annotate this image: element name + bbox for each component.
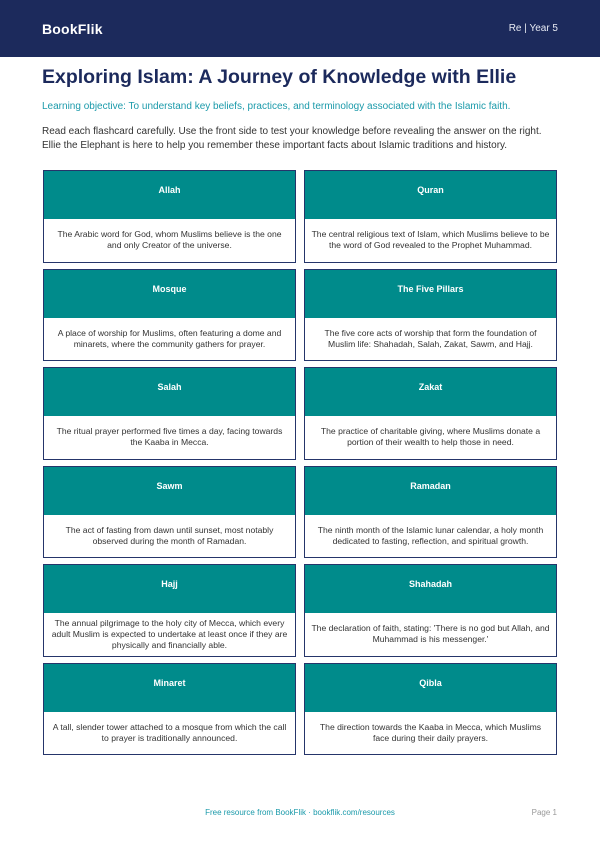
flashcard-definition: A tall, slender tower attached to a mosque from which the call to prayer is traditionally announced. xyxy=(44,712,295,755)
flashcard-definition: The act of fasting from dawn until sunset, most notably observed during the month of Ramadan. xyxy=(44,515,295,558)
page-header xyxy=(0,0,600,57)
flashcard xyxy=(304,564,557,657)
flashcard xyxy=(304,269,557,362)
flashcard-term: Allah xyxy=(44,171,295,219)
flashcard-term: Hajj xyxy=(44,565,295,613)
flashcard-term: The Five Pillars xyxy=(305,270,556,318)
flashcard xyxy=(43,663,296,756)
flashcard-term: Salah xyxy=(44,368,295,416)
flashcard xyxy=(43,564,296,657)
flashcard xyxy=(43,269,296,362)
flashcard-term: Quran xyxy=(305,171,556,219)
flashcard-definition: The direction towards the Kaaba in Mecca, which Muslims face during their daily prayers. xyxy=(305,712,556,755)
flashcard-definition: A place of worship for Muslims, often featuring a dome and minarets, where the community gathers for prayer. xyxy=(44,318,295,361)
flashcard-term: Minaret xyxy=(44,664,295,712)
flashcard xyxy=(304,170,557,263)
learning-objective: Learning objective: To understand key beliefs, practices, and terminology associated with the Islamic faith. xyxy=(42,101,511,112)
page-title: Exploring Islam: A Journey of Knowledge with Ellie xyxy=(42,66,517,88)
subject-year-label: Re | Year 5 xyxy=(508,23,558,34)
flashcard-definition: The five core acts of worship that form the foundation of Muslim life: Shahadah, Salah, Zakat, Sawm, and Hajj. xyxy=(305,318,556,361)
flashcard-term: Ramadan xyxy=(305,467,556,515)
flashcard-definition: The ninth month of the Islamic lunar calendar, a holy month dedicated to fasting, reflection, and spiritual growth. xyxy=(305,515,556,558)
flashcard-term: Qibla xyxy=(305,664,556,712)
page-number: Page 1 xyxy=(531,808,557,817)
flashcard-definition: The ritual prayer performed five times a day, facing towards the Kaaba in Mecca. xyxy=(44,416,295,459)
flashcard xyxy=(43,367,296,460)
flashcard xyxy=(304,663,557,756)
flashcard-term: Mosque xyxy=(44,270,295,318)
flashcard xyxy=(43,466,296,559)
flashcard-term: Shahadah xyxy=(305,565,556,613)
flashcard xyxy=(43,170,296,263)
flashcard-definition: The Arabic word for God, whom Muslims believe is the one and only Creator of the universe. xyxy=(44,219,295,262)
brand-logo[interactable]: BookFlik xyxy=(42,20,103,37)
flashcard-grid xyxy=(43,170,557,755)
flashcard xyxy=(304,367,557,460)
flashcard-definition: The annual pilgrimage to the holy city of Mecca, which every adult Muslim is expected to undertake at least once if they are physically and financially able. xyxy=(44,613,295,656)
flashcard-definition: The practice of charitable giving, where Muslims donate a portion of their wealth to help those in need. xyxy=(305,416,556,459)
flashcard-term: Sawm xyxy=(44,467,295,515)
flashcard xyxy=(304,466,557,559)
flashcard-term: Zakat xyxy=(305,368,556,416)
intro-text: Read each flashcard carefully. Use the front side to test your knowledge before revealing the answer on the right. Ellie the Elephant is here to help you remember these important facts about Islamic traditions and history. xyxy=(42,126,542,151)
flashcard-definition: The central religious text of Islam, which Muslims believe to be the word of God revealed to the Prophet Muhammad. xyxy=(305,219,556,262)
footer-link[interactable]: Free resource from BookFlik · bookflik.com/resources xyxy=(205,808,395,817)
flashcard-definition: The declaration of faith, stating: 'There is no god but Allah, and Muhammad is his messenger.' xyxy=(305,613,556,656)
